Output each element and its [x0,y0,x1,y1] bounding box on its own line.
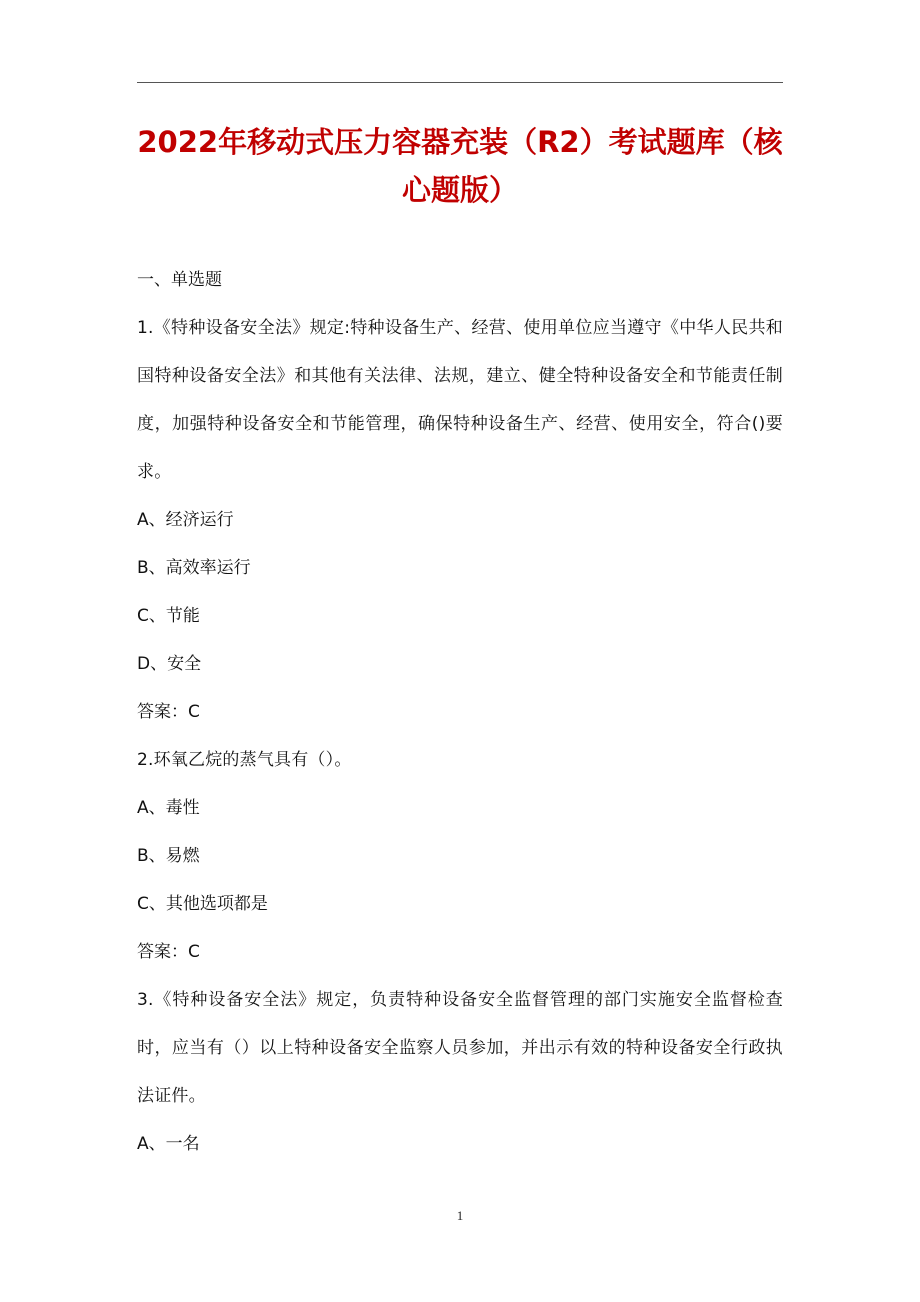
answer-line: 答案：C [137,702,200,722]
question-3 [137,976,783,1168]
question-text: 1.《特种设备安全法》规定:特种设备生产、经营、使用单位应当遵守《中华人民共和国特种设备安全法》和其他有关法律、法规，建立、健全特种设备安全和节能责任制度，加强特种设备安全和节能管理，确保特种设备生产、经营、使用安全，符合()要求。 [137,318,783,482]
option-b: B、易燃 [137,846,200,866]
question-text: 2.环氧乙烷的蒸气具有（）。 [137,750,352,770]
section-heading: 一、单选题 [137,270,222,290]
page-number: 1 [456,1208,464,1223]
option-c: C、其他选项都是 [137,894,268,914]
document-body [137,256,783,1168]
option-d: D、安全 [137,654,202,674]
option-a: A、一名 [137,1134,200,1154]
question-1 [137,304,783,736]
question-text: 3.《特种设备安全法》规定，负责特种设备安全监督管理的部门实施安全监督检查时，应当有（）以上特种设备安全监察人员参加，并出示有效的特种设备安全行政执法证件。 [137,990,783,1106]
answer-line: 答案：C [137,942,200,962]
option-b: B、高效率运行 [137,558,251,578]
option-a: A、毒性 [137,798,200,818]
option-c: C、节能 [137,606,200,626]
header-rule [137,82,783,83]
question-2 [137,736,783,976]
option-a: A、经济运行 [137,510,234,530]
document-title: 2022年移动式压力容器充装（R2）考试题库（核心题版） [137,125,783,207]
